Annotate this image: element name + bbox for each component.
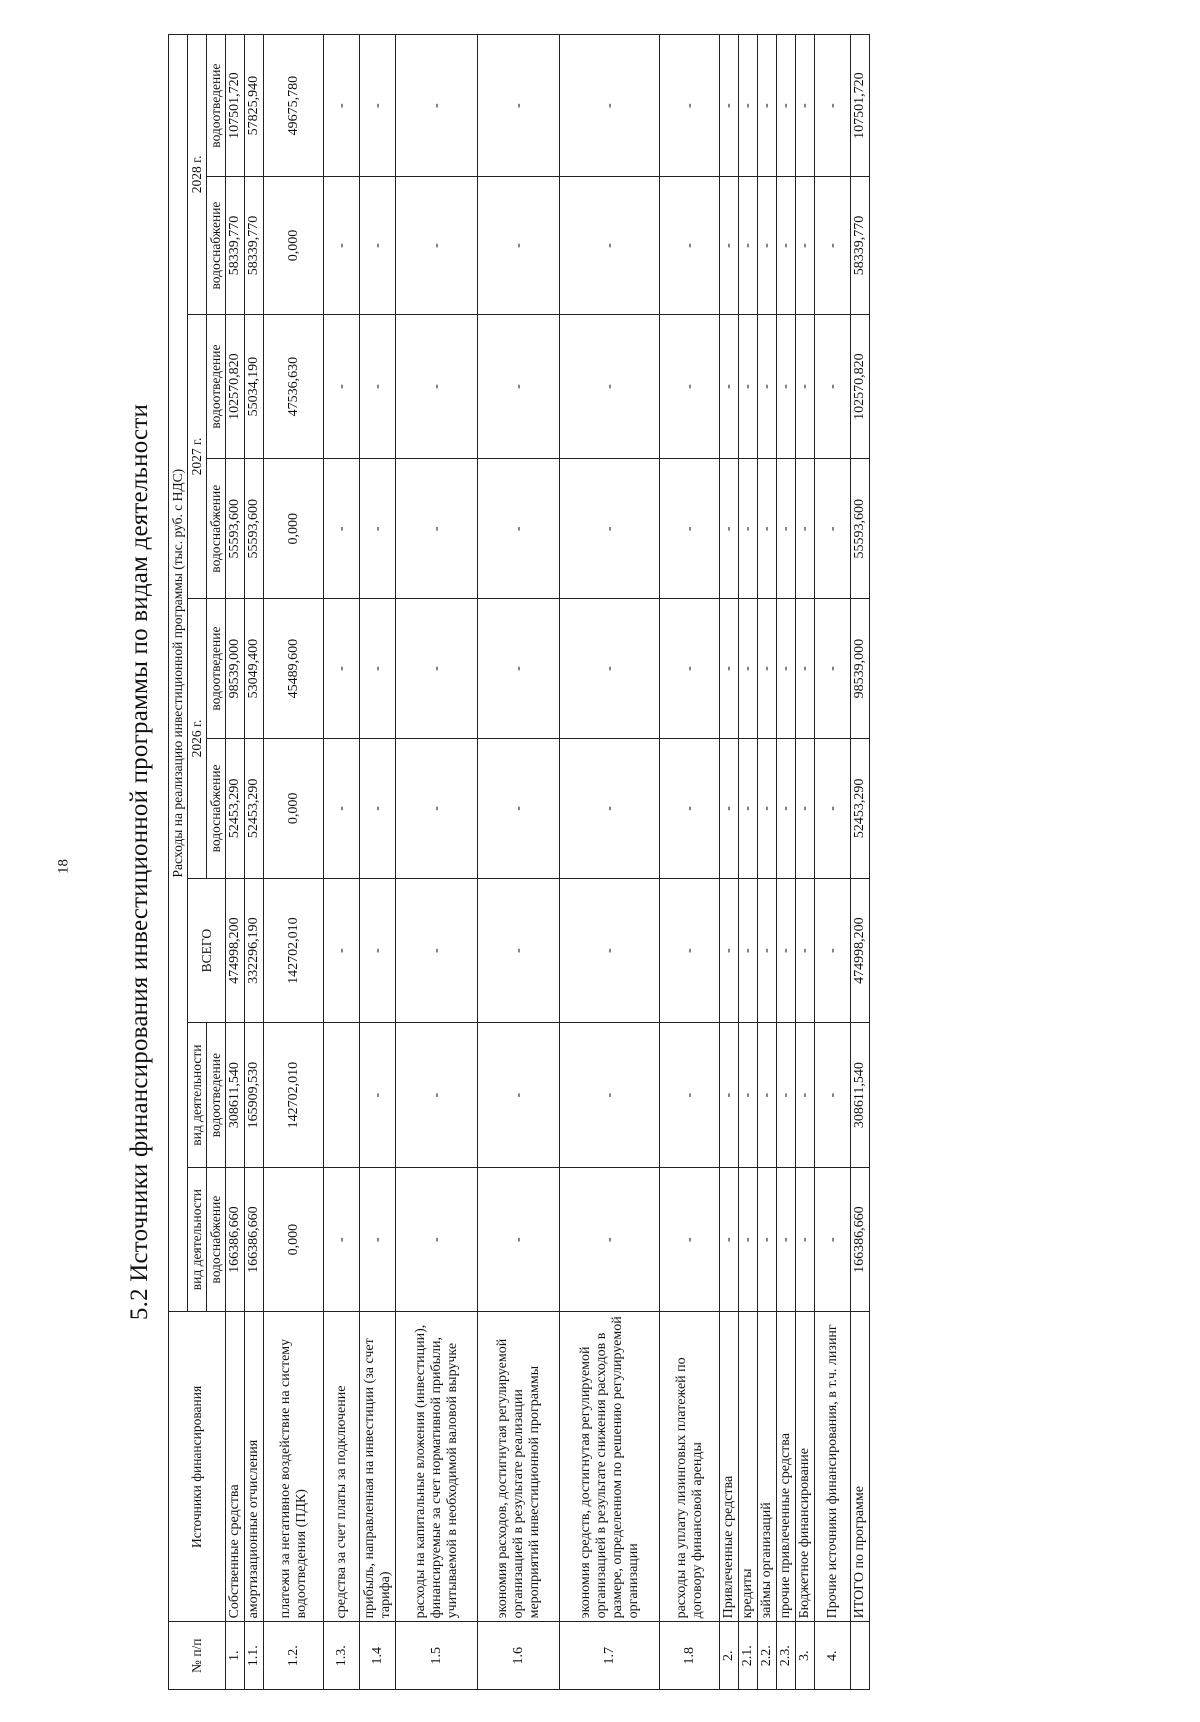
value-cell: - xyxy=(815,1023,851,1168)
value-cell: - xyxy=(360,1167,396,1312)
value-cell: 0,000 xyxy=(264,177,324,315)
value-cell: - xyxy=(739,878,758,1023)
value-cell: 142702,010 xyxy=(264,1023,324,1168)
value-cell: - xyxy=(660,314,720,459)
row-source-name: платежи за негативное воздействие на систему водоотведения (ПДК) xyxy=(264,1312,324,1622)
header-year-2028: 2028 г. xyxy=(188,35,207,315)
value-cell: - xyxy=(396,1167,478,1312)
value-cell: - xyxy=(777,599,796,739)
value-cell: - xyxy=(739,739,758,879)
row-source-name: прибыль, направленная на инвестиции (за счет тарифа) xyxy=(360,1312,396,1622)
row-number: 1.4 xyxy=(360,1622,396,1690)
value-cell: 52453,290 xyxy=(226,739,245,879)
table-row xyxy=(660,35,720,1690)
header-ws-2027: водоснабжение xyxy=(207,459,226,599)
row-source-name: Собственные средства xyxy=(226,1312,245,1622)
value-cell: - xyxy=(796,739,815,879)
value-cell: 142702,010 xyxy=(264,878,324,1023)
table-row xyxy=(478,35,560,1690)
value-cell: - xyxy=(758,878,777,1023)
table-row xyxy=(720,35,739,1690)
header-wd: водоотведение xyxy=(207,1023,226,1168)
value-cell: - xyxy=(815,599,851,739)
value-cell: 165909,530 xyxy=(245,1023,264,1168)
value-cell: - xyxy=(660,599,720,739)
table-row xyxy=(264,35,324,1690)
row-source-name: экономия средств, достигнутая регулируемой организацией в результате снижения расходов в размере, определенном по решению регулируемой организации xyxy=(560,1312,660,1622)
value-cell: - xyxy=(478,878,560,1023)
header-activity-2: вид деятельности xyxy=(188,1023,207,1168)
value-cell: 47536,630 xyxy=(264,314,324,459)
value-cell: - xyxy=(758,1023,777,1168)
value-cell: - xyxy=(560,459,660,599)
value-cell: - xyxy=(815,739,851,879)
value-cell: 58339,770 xyxy=(226,177,245,315)
value-cell: - xyxy=(324,739,360,879)
header-total: ВСЕГО xyxy=(188,878,226,1023)
value-cell xyxy=(324,1023,360,1168)
value-cell: 0,000 xyxy=(264,739,324,879)
table-row xyxy=(560,35,660,1690)
value-cell: 52453,290 xyxy=(851,739,870,879)
value-cell: - xyxy=(796,35,815,177)
value-cell: - xyxy=(360,1023,396,1168)
table-row xyxy=(777,35,796,1690)
value-cell: - xyxy=(324,599,360,739)
value-cell: - xyxy=(360,314,396,459)
value-cell: 308611,540 xyxy=(851,1023,870,1168)
header-no: № п/п xyxy=(169,1622,226,1690)
row-source-name: Прочие источники финансирования, в т.ч. лизинг xyxy=(815,1312,851,1622)
table-row xyxy=(758,35,777,1690)
value-cell: - xyxy=(758,599,777,739)
value-cell: - xyxy=(815,459,851,599)
header-year-2027: 2027 г. xyxy=(188,314,207,598)
table-row xyxy=(226,35,245,1690)
value-cell: 55593,600 xyxy=(245,459,264,599)
value-cell: 474998,200 xyxy=(851,878,870,1023)
value-cell: - xyxy=(360,878,396,1023)
value-cell: 49675,780 xyxy=(264,35,324,177)
row-source-name: прочие привлеченные средства xyxy=(777,1312,796,1622)
row-source-name: ИТОГО по программе xyxy=(851,1312,870,1622)
value-cell: - xyxy=(360,599,396,739)
header-year-2026: 2026 г. xyxy=(188,599,207,879)
value-cell: - xyxy=(324,459,360,599)
value-cell: 98539,000 xyxy=(851,599,870,739)
value-cell: - xyxy=(560,739,660,879)
value-cell: - xyxy=(720,1167,739,1312)
row-number: 1.7 xyxy=(560,1622,660,1690)
table-body xyxy=(226,35,870,1690)
table-row xyxy=(815,35,851,1690)
table-row xyxy=(739,35,758,1690)
header-wd-2028: водоотведение xyxy=(207,35,226,177)
value-cell: - xyxy=(660,739,720,879)
value-cell: - xyxy=(660,459,720,599)
value-cell: - xyxy=(396,177,478,315)
row-number: 3. xyxy=(796,1622,815,1690)
value-cell: 474998,200 xyxy=(226,878,245,1023)
value-cell: 57825,940 xyxy=(245,35,264,177)
value-cell: - xyxy=(739,1023,758,1168)
financing-sources-table xyxy=(168,34,870,1690)
row-number: 1.6 xyxy=(478,1622,560,1690)
value-cell: - xyxy=(739,1167,758,1312)
row-source-name: расходы на уплату лизинговых платежей по договору финансовой аренды xyxy=(660,1312,720,1622)
value-cell: 0,000 xyxy=(264,1167,324,1312)
value-cell: 166386,660 xyxy=(245,1167,264,1312)
value-cell: - xyxy=(796,878,815,1023)
value-cell: 107501,720 xyxy=(226,35,245,177)
page-number: 18 xyxy=(55,859,72,874)
value-cell: - xyxy=(478,177,560,315)
value-cell: - xyxy=(560,35,660,177)
value-cell: 55593,600 xyxy=(851,459,870,599)
value-cell: - xyxy=(796,599,815,739)
value-cell: - xyxy=(396,739,478,879)
value-cell: - xyxy=(324,35,360,177)
row-number: 2.1. xyxy=(739,1622,758,1690)
value-cell: - xyxy=(478,459,560,599)
value-cell: - xyxy=(739,459,758,599)
section-title: 5.2 Источники финансирования инвестиционной программы по видам деятельности xyxy=(126,403,153,1321)
value-cell: - xyxy=(660,878,720,1023)
table-row xyxy=(796,35,815,1690)
value-cell: - xyxy=(660,35,720,177)
value-cell: - xyxy=(739,177,758,315)
value-cell: - xyxy=(777,1023,796,1168)
value-cell: - xyxy=(720,459,739,599)
header-ws-2028: водоснабжение xyxy=(207,177,226,315)
value-cell: - xyxy=(560,177,660,315)
table-row xyxy=(360,35,396,1690)
value-cell: - xyxy=(660,1023,720,1168)
value-cell: - xyxy=(478,739,560,879)
value-cell: - xyxy=(758,314,777,459)
row-number: 2.2. xyxy=(758,1622,777,1690)
row-source-name: займы организаций xyxy=(758,1312,777,1622)
value-cell: 107501,720 xyxy=(851,35,870,177)
table-row xyxy=(324,35,360,1690)
value-cell: - xyxy=(777,35,796,177)
value-cell: - xyxy=(796,1167,815,1312)
row-source-name: экономия расходов, достигнутая регулируемой организацией в результате реализации мероприятий инвестиционной программы xyxy=(478,1312,560,1622)
value-cell: - xyxy=(796,1023,815,1168)
value-cell: - xyxy=(560,878,660,1023)
header-source: Источники финансирования xyxy=(169,1312,226,1622)
value-cell: - xyxy=(796,314,815,459)
value-cell: - xyxy=(324,1167,360,1312)
row-number: 1.2. xyxy=(264,1622,324,1690)
row-number: 1. xyxy=(226,1622,245,1690)
row-number: 4. xyxy=(815,1622,851,1690)
table-row xyxy=(851,35,870,1690)
value-cell: - xyxy=(560,1167,660,1312)
value-cell: 102570,820 xyxy=(226,314,245,459)
value-cell: - xyxy=(478,35,560,177)
value-cell: - xyxy=(720,739,739,879)
value-cell: - xyxy=(396,459,478,599)
value-cell: 0,000 xyxy=(264,459,324,599)
row-number: 1.5 xyxy=(396,1622,478,1690)
value-cell: - xyxy=(360,177,396,315)
value-cell: - xyxy=(815,177,851,315)
row-source-name: Привлеченные средства xyxy=(720,1312,739,1622)
value-cell: - xyxy=(777,314,796,459)
value-cell: - xyxy=(396,314,478,459)
value-cell: - xyxy=(720,878,739,1023)
value-cell: 52453,290 xyxy=(245,739,264,879)
value-cell: - xyxy=(660,177,720,315)
value-cell: - xyxy=(777,878,796,1023)
table-row xyxy=(245,35,264,1690)
value-cell: - xyxy=(796,177,815,315)
value-cell: - xyxy=(324,177,360,315)
value-cell: - xyxy=(660,1167,720,1312)
row-number xyxy=(851,1622,870,1690)
value-cell: - xyxy=(324,314,360,459)
value-cell: - xyxy=(360,35,396,177)
value-cell: - xyxy=(777,459,796,599)
value-cell: - xyxy=(478,1167,560,1312)
value-cell: - xyxy=(560,1023,660,1168)
value-cell: 166386,660 xyxy=(851,1167,870,1312)
row-source-name: амортизационные отчисления xyxy=(245,1312,264,1622)
value-cell: 102570,820 xyxy=(851,314,870,459)
row-source-name: средства за счет платы за подключение xyxy=(324,1312,360,1622)
row-source-name: Бюджетное финансирование xyxy=(796,1312,815,1622)
value-cell: 166386,660 xyxy=(226,1167,245,1312)
value-cell: 58339,770 xyxy=(245,177,264,315)
header-span-title: Расходы на реализацию инвестиционной программы (тыс. руб. с НДС) xyxy=(169,35,188,1312)
value-cell: 53049,400 xyxy=(245,599,264,739)
value-cell: - xyxy=(478,599,560,739)
value-cell: - xyxy=(720,314,739,459)
value-cell: - xyxy=(720,177,739,315)
value-cell: - xyxy=(478,314,560,459)
value-cell: - xyxy=(815,878,851,1023)
value-cell: - xyxy=(478,1023,560,1168)
value-cell: - xyxy=(560,599,660,739)
table-row xyxy=(396,35,478,1690)
value-cell: 98539,000 xyxy=(226,599,245,739)
value-cell: - xyxy=(739,599,758,739)
rotated-page-content xyxy=(120,34,1200,1690)
value-cell: - xyxy=(396,878,478,1023)
value-cell: - xyxy=(815,35,851,177)
value-cell: 55034,190 xyxy=(245,314,264,459)
value-cell: - xyxy=(560,314,660,459)
value-cell: - xyxy=(815,314,851,459)
value-cell: - xyxy=(796,459,815,599)
value-cell: 58339,770 xyxy=(851,177,870,315)
header-activity-1: вид деятельности xyxy=(188,1167,207,1312)
value-cell: 332296,190 xyxy=(245,878,264,1023)
row-source-name: кредиты xyxy=(739,1312,758,1622)
value-cell: - xyxy=(720,35,739,177)
value-cell: - xyxy=(396,35,478,177)
value-cell: - xyxy=(360,739,396,879)
value-cell: - xyxy=(758,459,777,599)
header-wd-2026: водоотведение xyxy=(207,599,226,739)
header-ws: водоснабжение xyxy=(207,1167,226,1312)
value-cell: - xyxy=(360,459,396,599)
value-cell: 308611,540 xyxy=(226,1023,245,1168)
value-cell: - xyxy=(777,739,796,879)
header-wd-2027: водоотведение xyxy=(207,314,226,459)
row-number: 2. xyxy=(720,1622,739,1690)
value-cell: - xyxy=(396,599,478,739)
value-cell: - xyxy=(720,599,739,739)
value-cell: - xyxy=(777,1167,796,1312)
value-cell: - xyxy=(720,1023,739,1168)
value-cell: - xyxy=(815,1167,851,1312)
row-source-name: расходы на капитальные вложения (инвестиции), финансируемые за счет нормативной прибыли, учитываемой в необходимой валовой выручке xyxy=(396,1312,478,1622)
header-ws-2026: водоснабжение xyxy=(207,739,226,879)
row-number: 1.3. xyxy=(324,1622,360,1690)
value-cell: - xyxy=(396,1023,478,1168)
value-cell: - xyxy=(758,177,777,315)
value-cell: - xyxy=(758,739,777,879)
row-number: 1.8 xyxy=(660,1622,720,1690)
row-number: 2.3. xyxy=(777,1622,796,1690)
value-cell: - xyxy=(777,177,796,315)
row-number: 1.1. xyxy=(245,1622,264,1690)
value-cell: 55593,600 xyxy=(226,459,245,599)
value-cell: - xyxy=(739,314,758,459)
value-cell: - xyxy=(324,878,360,1023)
financing-table-wrapper xyxy=(168,34,870,1690)
value-cell: 45489,600 xyxy=(264,599,324,739)
value-cell: - xyxy=(758,1167,777,1312)
value-cell: - xyxy=(739,35,758,177)
value-cell: - xyxy=(758,35,777,177)
